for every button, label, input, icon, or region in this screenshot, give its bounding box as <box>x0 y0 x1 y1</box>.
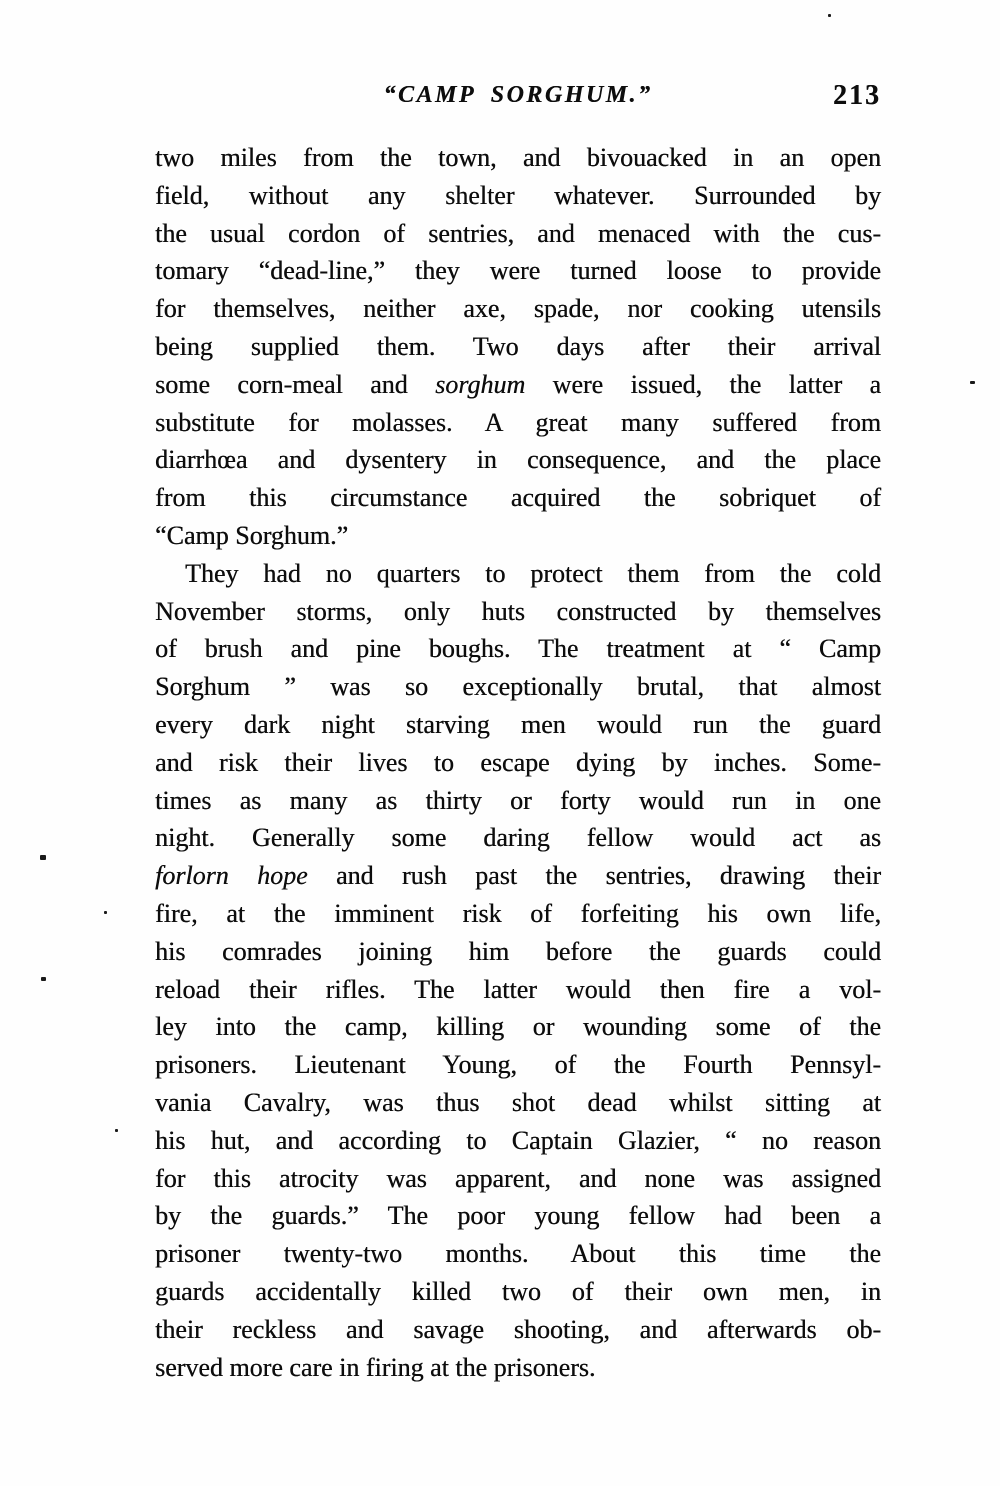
text-segment: by the guards.” The poor young fellow had been a <box>155 1201 881 1231</box>
text-segment: fire, at the imminent risk of forfeiting his own life, <box>155 898 881 928</box>
text-line <box>155 252 881 290</box>
text-segment: substitute for molasses. A great many suffered from <box>155 407 881 437</box>
text-segment: for this atrocity was apparent, and none was assigned <box>155 1163 881 1193</box>
page-title: “CAMP SORGHUM.” <box>383 82 653 108</box>
text-segment: tomary “dead-line,” they were turned loose to provide <box>155 256 881 286</box>
text-segment: the usual cordon of sentries, and menaced with the cus- <box>155 218 881 248</box>
text-line <box>155 1235 881 1273</box>
text-segment: every dark night starving men would run the guard <box>155 709 881 739</box>
text-segment: his hut, and according to Captain Glazier, “ no reason <box>155 1125 881 1155</box>
text-segment: two miles from the town, and bivouacked in an open <box>155 143 881 172</box>
text-line <box>155 1008 881 1046</box>
text-line <box>155 404 881 442</box>
text-line <box>155 706 881 744</box>
scan-speck <box>104 911 107 914</box>
scan-speck <box>40 855 46 860</box>
italic-text-segment: forlorn hope <box>155 861 308 891</box>
text-segment: Sorghum ” was so exceptionally brutal, that almost <box>155 672 881 702</box>
scan-speck <box>828 14 831 17</box>
text-segment: They had no quarters to protect them from the cold <box>185 558 881 588</box>
text-line <box>155 668 881 706</box>
page-number: 213 <box>833 80 881 111</box>
text-line <box>155 1046 881 1084</box>
scan-speck <box>41 977 46 981</box>
text-segment: from this circumstance acquired the sobriquet of <box>155 483 881 513</box>
text-line <box>155 1084 881 1122</box>
text-segment: being supplied them. Two days after their arrival <box>155 331 881 361</box>
text-line <box>155 1197 881 1235</box>
text-line <box>155 366 881 404</box>
text-segment: reload their rifles. The latter would then fire a vol- <box>155 974 881 1004</box>
text-segment: his comrades joining him before the guards could <box>155 936 881 966</box>
text-line <box>155 630 881 668</box>
text-line <box>155 517 881 555</box>
text-line <box>155 744 881 782</box>
text-line <box>155 819 881 857</box>
text-segment: guards accidentally killed two of their own men, in <box>155 1276 881 1306</box>
text-segment: prisoner twenty-two months. About this time the <box>155 1239 881 1269</box>
text-line <box>155 1122 881 1160</box>
text-line <box>155 971 881 1009</box>
text-segment: night. Generally some daring fellow would act as <box>155 823 881 853</box>
text-segment: field, without any shelter whatever. Surrounded by <box>155 180 881 210</box>
text-segment: vania Cavalry, was thus shot dead whilst sitting at <box>155 1087 881 1117</box>
text-segment: and rush past the sentries, drawing their <box>307 861 881 891</box>
text-line <box>155 933 881 971</box>
italic-text-segment: sorghum <box>435 369 526 399</box>
text-line <box>155 177 881 215</box>
text-segment: of brush and pine boughs. The treatment at “ Camp <box>155 634 881 664</box>
text-line <box>155 1311 881 1349</box>
text-segment: times as many as thirty or forty would run in one <box>155 785 881 815</box>
scan-speck <box>115 1129 118 1132</box>
text-line <box>155 139 881 177</box>
text-segment: diarrhœa and dysentery in consequence, and the place <box>155 445 881 475</box>
text-line <box>155 895 881 933</box>
text-segment: some corn-meal and <box>155 369 436 399</box>
text-line <box>155 479 881 517</box>
scan-speck <box>970 381 975 384</box>
text-line <box>155 857 881 895</box>
text-segment: served more care in firing at the prisoners. <box>155 1352 596 1382</box>
text-line <box>155 555 881 593</box>
text-segment: November storms, only huts constructed by themselves <box>155 596 881 626</box>
text-line <box>155 290 881 328</box>
text-line <box>155 593 881 631</box>
text-line <box>155 1160 881 1198</box>
text-line <box>155 441 881 479</box>
text-segment: and risk their lives to escape dying by inches. Some- <box>155 747 881 777</box>
text-segment: “Camp Sorghum.” <box>155 520 349 550</box>
text-line <box>155 782 881 820</box>
text-line <box>155 1273 881 1311</box>
running-header <box>155 80 881 114</box>
text-segment: prisoners. Lieutenant Young, of the Fourth Pennsyl- <box>155 1050 881 1080</box>
text-segment: were issued, the latter a <box>525 369 881 399</box>
text-segment: their reckless and savage shooting, and afterwards ob- <box>155 1314 881 1344</box>
text-segment: ley into the camp, killing or wounding some of the <box>155 1012 881 1042</box>
text-line <box>155 1349 881 1387</box>
page-body <box>155 139 881 1386</box>
text-line <box>155 328 881 366</box>
text-segment: for themselves, neither axe, spade, nor cooking utensils <box>155 294 881 324</box>
text-line <box>155 215 881 253</box>
